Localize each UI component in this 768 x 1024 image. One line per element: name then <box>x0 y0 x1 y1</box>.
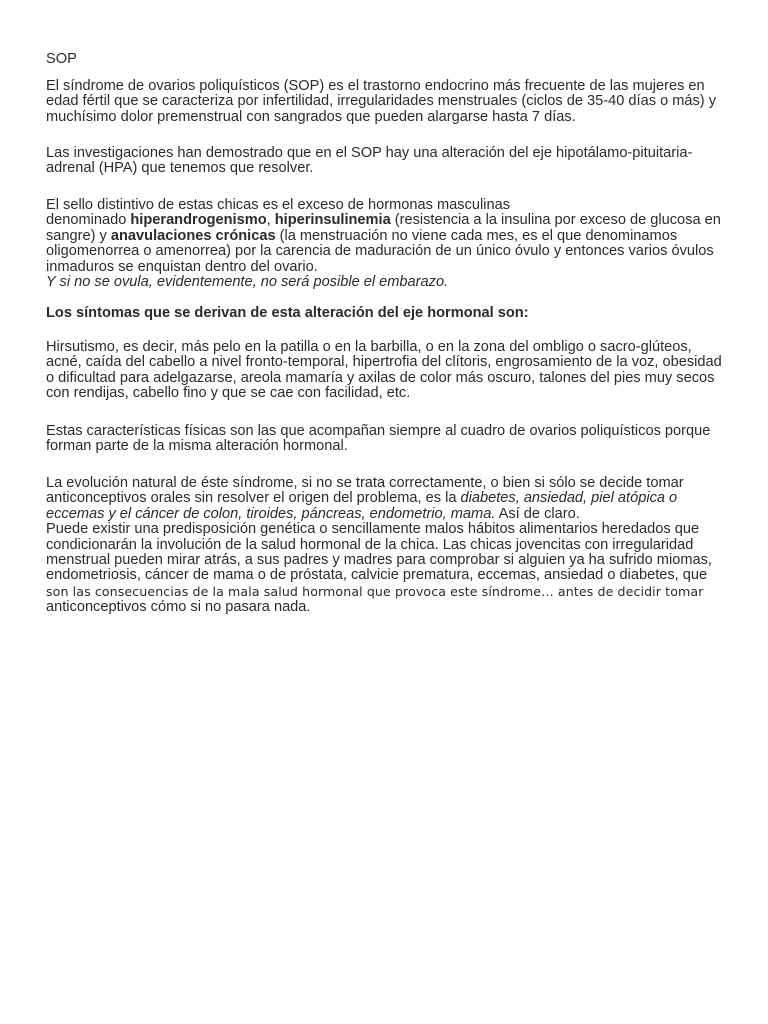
evolution-text-5: anticonceptivos cómo si no pasara nada. <box>46 599 311 616</box>
evolution-italic-list: diabetes, ansiedad, piel atópica o eccemas y el cáncer de colon, tiroides, páncreas, endometrio, mama. <box>46 490 678 522</box>
evolution-text-4: son las consecuencias de la mala salud hormonal que provoca este síndrome… antes de decidir tomar <box>46 583 704 599</box>
term-hiperinsulinemia: hiperinsulinemia <box>274 212 391 229</box>
hallmark-comma: , <box>266 212 275 229</box>
hallmark-text-2: denominado <box>46 212 131 229</box>
term-anavulaciones: anavulaciones crónicas <box>110 227 276 244</box>
paragraph-hallmark <box>46 198 726 290</box>
paragraph-characteristics: Estas características físicas son las que acompañan siempre al cuadro de ovarios poliquísticos porque forman parte de la misma alteración hormonal. <box>46 423 711 455</box>
paragraph-evolution <box>46 476 726 616</box>
hallmark-text-4: (la menstruación no viene cada mes, es el que denominamos oligomenorrea o amenorrea) por la carencia de maduración de un único óvulo y entonces varios óvulos inmaduros se enquistan dentro del ovario. <box>46 227 714 275</box>
paragraph-symptoms: Hirsutismo, es decir, más pelo en la patilla o en la barbilla, o en la zona del ombligo o sacro-glúteos, acné, caída del cabello a nivel fronto-temporal, hipertrofia del clítoris, engrosamiento de la voz, obesidad o dificultad para adelgazarse, areola mamaría y axilas de color más oscuro, talones del pies muy secos con rendijas, cabello fino y que se cae con facilidad, etc. <box>46 339 722 402</box>
paragraph-definition: El síndrome de ovarios poliquísticos (SOP) es el trastorno endocrino más frecuente de las mujeres en edad fértil que se caracteriza por infertilidad, irregularidades menstruales (ciclos de 35-40 días o más) y muchísimo dolor premenstrual con sangrados que pueden alargarse hasta 7 días. <box>46 78 717 125</box>
section-heading-symptoms: Los síntomas que se derivan de esta alteración del eje hormonal son: <box>46 305 529 321</box>
evolution-text-2: Así de claro. <box>495 505 580 522</box>
document-title: SOP <box>46 51 77 67</box>
evolution-text-1: La evolución natural de éste síndrome, si no se trata correctamente, o bien si sólo se decide tomar anticonceptivos orales sin resolver el origen del problema, es la <box>46 475 684 507</box>
term-hiperandrogenismo: hiperandrogenismo <box>130 212 267 229</box>
hallmark-italic-note: Y si no se ovula, evidentemente, no será posible el embarazo. <box>46 274 449 291</box>
paragraph-research: Las investigaciones han demostrado que en el SOP hay una alteración del eje hipotálamo-pituitaria-adrenal (HPA) que tenemos que resolver. <box>46 145 693 177</box>
evolution-text-3: Puede existir una predisposición genética o sencillamente malos hábitos alimentarios heredados que condicionarán la involución de la salud hormonal de la chica. Las chicas jovencitas con irregularidad menstrual pueden mirar atrás, a sus padres y madres para comprobar si alguien ya ha sufrido miomas, endometriosis, cáncer de mama o de próstata, calvicie prematura, eccemas, ansiedad o diabetes, que <box>46 521 712 584</box>
hallmark-text-3: (resistencia a la insulina por exceso de glucosa en sangre) y <box>46 212 721 244</box>
hallmark-text-1: El sello distintivo de estas chicas es el exceso de hormonas masculinas <box>46 197 510 213</box>
